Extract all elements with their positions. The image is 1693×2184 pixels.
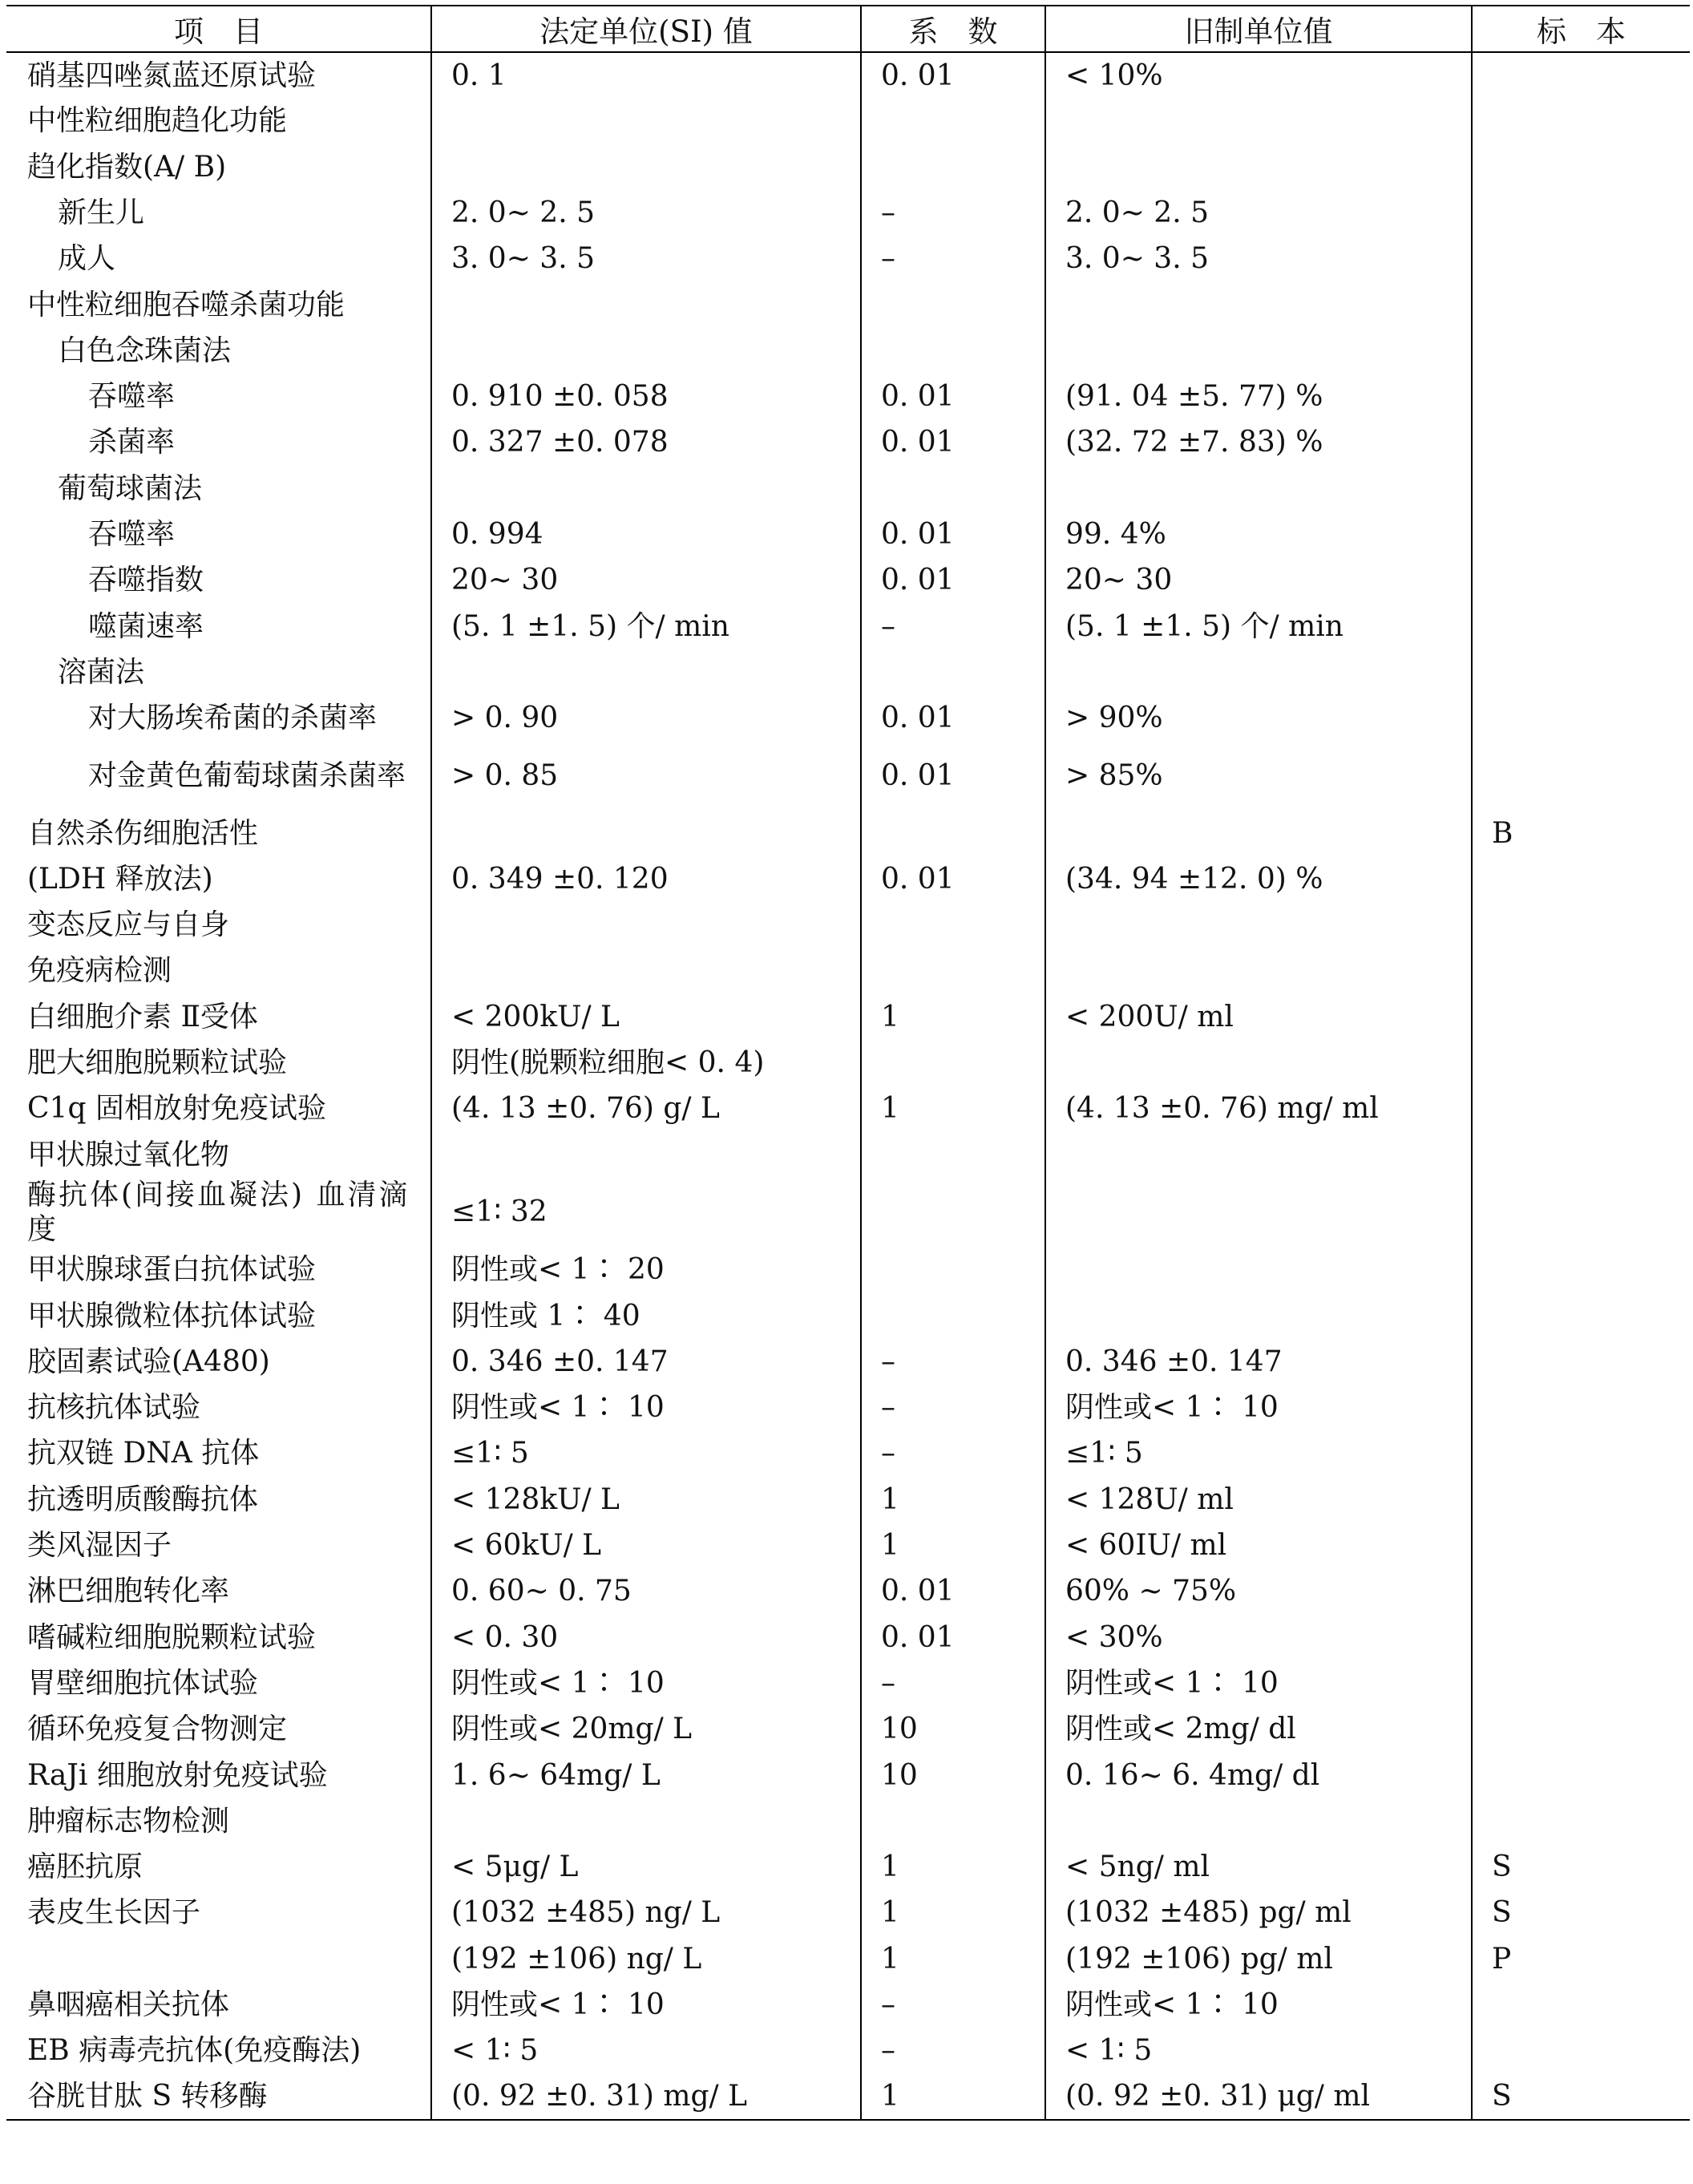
cell-si-value: 20~ 30 — [431, 557, 861, 603]
cell-si-value: 2. 0~ 2. 5 — [431, 190, 861, 236]
cell-factor: 10 — [861, 1752, 1045, 1798]
cell-factor: 1 — [861, 1890, 1045, 1935]
cell-si-value — [431, 948, 861, 993]
cell-si-value: 0. 60~ 0. 75 — [431, 1568, 861, 1614]
cell-factor: 10 — [861, 1706, 1045, 1752]
cell-specimen — [1472, 281, 1690, 327]
cell-old-unit-value: (0. 92 ±0. 31) μg/ ml — [1045, 2074, 1472, 2120]
cell-si-value: 1. 6~ 64mg/ L — [431, 1752, 861, 1798]
cell-specimen — [1472, 190, 1690, 236]
cell-specimen — [1472, 948, 1690, 993]
cell-item: 癌胚抗原 — [27, 1850, 143, 1884]
cell-item: 肥大细胞脱颗粒试验 — [27, 1045, 288, 1079]
cell-si-value — [431, 1798, 861, 1844]
cell-old-unit-value: > 90% — [1045, 695, 1472, 741]
cell-factor: – — [861, 1385, 1045, 1430]
cell-si-value — [431, 1132, 861, 1178]
cell-item: 吞噬率 — [88, 518, 176, 552]
cell-specimen — [1472, 741, 1690, 810]
cell-factor: 0. 01 — [861, 52, 1045, 98]
cell-specimen — [1472, 144, 1690, 190]
cell-specimen — [1472, 994, 1690, 1040]
table-row — [6, 144, 1690, 190]
cell-item: 成人 — [58, 242, 116, 276]
cell-item: 酶抗体(间接血凝法) 血清滴度 — [27, 1178, 410, 1247]
table-row — [6, 1430, 1690, 1476]
table-row — [6, 419, 1690, 465]
cell-specimen — [1472, 2028, 1690, 2073]
cell-si-value: 阴性或 1∶ 40 — [431, 1293, 861, 1339]
table-row — [6, 948, 1690, 993]
cell-old-unit-value: 60% ~ 75% — [1045, 1568, 1472, 1614]
cell-si-value: > 0. 85 — [431, 741, 861, 810]
cell-item: C1q 固相放射免疫试验 — [27, 1092, 326, 1126]
cell-specimen — [1472, 52, 1690, 98]
header-old-unit-value: 旧制单位值 — [1045, 6, 1472, 52]
table-row — [6, 1086, 1690, 1131]
cell-specimen — [1472, 1752, 1690, 1798]
cell-si-value: 0. 349 ±0. 120 — [431, 856, 861, 902]
cell-item: (LDH 释放法) — [27, 862, 213, 896]
table-row — [6, 466, 1690, 512]
cell-factor — [861, 98, 1045, 144]
cell-item: 免疫病检测 — [27, 954, 172, 988]
header-si-value: 法定单位(SI) 值 — [431, 6, 861, 52]
cell-factor: – — [861, 1339, 1045, 1385]
cell-item: 杀菌率 — [88, 426, 176, 459]
cell-specimen: P — [1472, 1936, 1690, 1982]
cell-si-value: < 0. 30 — [431, 1615, 861, 1660]
cell-si-value: 阴性(脱颗粒细胞< 0. 4) — [431, 1040, 861, 1086]
cell-item: 噬菌速率 — [88, 609, 204, 643]
cell-old-unit-value — [1045, 1132, 1472, 1178]
table-row — [6, 2028, 1690, 2073]
cell-factor — [861, 649, 1045, 695]
cell-si-value: (4. 13 ±0. 76) g/ L — [431, 1086, 861, 1131]
cell-factor: 0. 01 — [861, 856, 1045, 902]
cell-item: 嗜碱粒细胞脱颗粒试验 — [27, 1620, 317, 1654]
cell-factor: – — [861, 190, 1045, 236]
cell-old-unit-value: 99. 4% — [1045, 512, 1472, 557]
cell-factor — [861, 328, 1045, 374]
cell-factor: 1 — [861, 2074, 1045, 2120]
cell-old-unit-value: 阴性或< 1∶ 10 — [1045, 1660, 1472, 1706]
cell-si-value: < 1∶ 5 — [431, 2028, 861, 2073]
cell-item: 循环免疫复合物测定 — [27, 1713, 288, 1746]
table-row — [6, 2074, 1690, 2120]
cell-si-value: < 5μg/ L — [431, 1844, 861, 1890]
cell-old-unit-value: < 200U/ ml — [1045, 994, 1472, 1040]
cell-specimen — [1472, 1040, 1690, 1086]
cell-item: EB 病毒壳抗体(免疫酶法) — [27, 2034, 362, 2068]
cell-old-unit-value — [1045, 1178, 1472, 1247]
cell-si-value: 0. 1 — [431, 52, 861, 98]
table-row — [6, 1936, 1690, 1982]
cell-specimen — [1472, 902, 1690, 948]
cell-old-unit-value — [1045, 281, 1472, 327]
table-row — [6, 856, 1690, 902]
table-body — [6, 52, 1690, 2120]
cell-item: 溶菌法 — [58, 655, 145, 689]
cell-item: 表皮生长因子 — [27, 1896, 201, 1930]
table-row — [6, 1798, 1690, 1844]
cell-item: 甲状腺过氧化物 — [27, 1138, 230, 1171]
cell-si-value: (1032 ±485) ng/ L — [431, 1890, 861, 1935]
table-row — [6, 1132, 1690, 1178]
cell-item: 甲状腺微粒体抗体试验 — [27, 1299, 317, 1333]
cell-old-unit-value: < 60IU/ ml — [1045, 1523, 1472, 1568]
cell-specimen — [1472, 557, 1690, 603]
cell-factor — [861, 1798, 1045, 1844]
cell-item: 中性粒细胞趋化功能 — [27, 104, 288, 138]
cell-si-value — [431, 281, 861, 327]
cell-old-unit-value: (1032 ±485) pg/ ml — [1045, 1890, 1472, 1935]
table-row — [6, 512, 1690, 557]
cell-factor: – — [861, 1982, 1045, 2028]
cell-specimen — [1472, 1706, 1690, 1752]
table-row — [6, 52, 1690, 98]
cell-old-unit-value — [1045, 1040, 1472, 1086]
cell-factor: – — [861, 2028, 1045, 2073]
cell-old-unit-value — [1045, 649, 1472, 695]
cell-old-unit-value: (32. 72 ±7. 83) % — [1045, 419, 1472, 465]
table-row — [6, 1040, 1690, 1086]
cell-factor: 0. 01 — [861, 374, 1045, 419]
cell-old-unit-value: > 85% — [1045, 741, 1472, 810]
cell-si-value: 阴性或< 1∶ 20 — [431, 1247, 861, 1292]
cell-si-value: 0. 910 ±0. 058 — [431, 374, 861, 419]
cell-old-unit-value — [1045, 98, 1472, 144]
cell-old-unit-value — [1045, 328, 1472, 374]
table-row — [6, 810, 1690, 855]
cell-item: 谷胱甘肽 S 转移酶 — [6, 2074, 431, 2120]
cell-item — [6, 1936, 431, 1982]
table-row — [6, 695, 1690, 741]
cell-specimen — [1472, 856, 1690, 902]
cell-old-unit-value: ≤1∶ 5 — [1045, 1430, 1472, 1476]
cell-si-value: 阴性或< 1∶ 10 — [431, 1660, 861, 1706]
cell-si-value: ≤1∶ 32 — [431, 1178, 861, 1247]
cell-old-unit-value: (192 ±106) pg/ ml — [1045, 1936, 1472, 1982]
table-row — [6, 1339, 1690, 1385]
cell-specimen — [1472, 1477, 1690, 1523]
cell-specimen — [1472, 1615, 1690, 1660]
cell-si-value — [431, 466, 861, 512]
cell-factor: 1 — [861, 994, 1045, 1040]
cell-item: 变态反应与自身 — [27, 908, 230, 942]
cell-specimen — [1472, 1385, 1690, 1430]
table-row — [6, 1660, 1690, 1706]
cell-item: 白细胞介素 Ⅱ受体 — [27, 1000, 258, 1033]
cell-old-unit-value: 0. 346 ±0. 147 — [1045, 1339, 1472, 1385]
cell-specimen — [1472, 1798, 1690, 1844]
cell-factor — [861, 902, 1045, 948]
table-row — [6, 1844, 1690, 1890]
cell-factor: 0. 01 — [861, 1615, 1045, 1660]
table-row — [6, 374, 1690, 419]
cell-old-unit-value: (4. 13 ±0. 76) mg/ ml — [1045, 1086, 1472, 1131]
cell-si-value: < 128kU/ L — [431, 1477, 861, 1523]
cell-old-unit-value: < 30% — [1045, 1615, 1472, 1660]
cell-specimen — [1472, 374, 1690, 419]
header-specimen: 标 本 — [1472, 6, 1690, 52]
cell-item: 吞噬率 — [88, 380, 176, 414]
cell-item: RaJi 细胞放射免疫试验 — [27, 1758, 328, 1792]
cell-si-value — [431, 902, 861, 948]
cell-old-unit-value: (91. 04 ±5. 77) % — [1045, 374, 1472, 419]
cell-old-unit-value: 3. 0~ 3. 5 — [1045, 236, 1472, 281]
cell-item: 胃壁细胞抗体试验 — [27, 1666, 259, 1700]
cell-item: 抗透明质酸酶抗体 — [27, 1482, 259, 1516]
cell-specimen — [1472, 1523, 1690, 1568]
table-row — [6, 1982, 1690, 2028]
cell-specimen — [1472, 1982, 1690, 2028]
cell-specimen — [1472, 649, 1690, 695]
cell-old-unit-value: < 128U/ ml — [1045, 1477, 1472, 1523]
cell-old-unit-value — [1045, 1798, 1472, 1844]
cell-specimen: S — [1472, 1890, 1690, 1935]
cell-item: 胶固素试验(A480) — [27, 1345, 270, 1378]
cell-specimen — [1472, 1568, 1690, 1614]
cell-specimen — [1472, 695, 1690, 741]
table-row — [6, 649, 1690, 695]
cell-item: 新生儿 — [58, 196, 145, 229]
cell-specimen — [1472, 1086, 1690, 1131]
table-row — [6, 236, 1690, 281]
header-factor: 系 数 — [861, 6, 1045, 52]
cell-factor: 1 — [861, 1086, 1045, 1131]
cell-factor — [861, 1178, 1045, 1247]
cell-old-unit-value: 阴性或< 1∶ 10 — [1045, 1982, 1472, 2028]
cell-specimen — [1472, 1247, 1690, 1292]
cell-old-unit-value — [1045, 466, 1472, 512]
header-row — [6, 6, 1690, 52]
cell-factor: 0. 01 — [861, 741, 1045, 810]
cell-specimen — [1472, 236, 1690, 281]
cell-factor: 0. 01 — [861, 1568, 1045, 1614]
table-row — [6, 1247, 1690, 1292]
cell-old-unit-value: < 5ng/ ml — [1045, 1844, 1472, 1890]
cell-factor: – — [861, 1430, 1045, 1476]
cell-si-value: 0. 327 ±0. 078 — [431, 419, 861, 465]
cell-si-value: < 60kU/ L — [431, 1523, 861, 1568]
cell-si-value — [431, 328, 861, 374]
cell-specimen: S — [1472, 1844, 1690, 1890]
cell-si-value: (0. 92 ±0. 31) mg/ L — [431, 2074, 861, 2120]
cell-factor — [861, 810, 1045, 855]
cell-si-value: ≤1∶ 5 — [431, 1430, 861, 1476]
cell-si-value — [431, 98, 861, 144]
cell-specimen — [1472, 419, 1690, 465]
cell-item: 白色念珠菌法 — [58, 334, 232, 367]
cell-specimen — [1472, 466, 1690, 512]
table-header — [6, 6, 1690, 52]
cell-si-value: (192 ±106) ng/ L — [431, 1936, 861, 1982]
cell-specimen — [1472, 1132, 1690, 1178]
cell-specimen — [1472, 1430, 1690, 1476]
table-row — [6, 604, 1690, 649]
cell-factor: 0. 01 — [861, 512, 1045, 557]
cell-factor: 0. 01 — [861, 419, 1045, 465]
cell-factor: 0. 01 — [861, 695, 1045, 741]
table-row — [6, 98, 1690, 144]
table-row — [6, 281, 1690, 327]
cell-factor: 0. 01 — [861, 557, 1045, 603]
cell-item: 类风湿因子 — [27, 1529, 172, 1563]
table-row — [6, 1293, 1690, 1339]
cell-si-value: 阴性或< 1∶ 10 — [431, 1982, 861, 2028]
cell-old-unit-value: (5. 1 ±1. 5) 个/ min — [1045, 604, 1472, 649]
cell-specimen: S — [1472, 2074, 1690, 2120]
reference-values-table — [6, 5, 1690, 2121]
cell-si-value: > 0. 90 — [431, 695, 861, 741]
table-row — [6, 190, 1690, 236]
table-row — [6, 1890, 1690, 1935]
cell-item: 吞噬指数 — [88, 564, 204, 597]
table-row — [6, 994, 1690, 1040]
cell-factor: – — [861, 236, 1045, 281]
cell-specimen — [1472, 1178, 1690, 1247]
table-row — [6, 1385, 1690, 1430]
cell-si-value: < 200kU/ L — [431, 994, 861, 1040]
cell-item: 中性粒细胞吞噬杀菌功能 — [27, 288, 345, 322]
cell-item: 硝基四唑氮蓝还原试验 — [27, 59, 317, 92]
cell-si-value: 3. 0~ 3. 5 — [431, 236, 861, 281]
table-row — [6, 1615, 1690, 1660]
cell-specimen — [1472, 512, 1690, 557]
cell-si-value — [431, 144, 861, 190]
table-row — [6, 1178, 1690, 1247]
header-item: 项 目 — [6, 6, 431, 52]
cell-factor: 1 — [861, 1844, 1045, 1890]
cell-old-unit-value — [1045, 810, 1472, 855]
cell-item: 自然杀伤细胞活性 — [27, 816, 259, 850]
cell-factor — [861, 1132, 1045, 1178]
cell-old-unit-value: 阴性或< 1∶ 10 — [1045, 1385, 1472, 1430]
cell-factor — [861, 1247, 1045, 1292]
cell-specimen — [1472, 1293, 1690, 1339]
cell-factor: 1 — [861, 1936, 1045, 1982]
cell-item: 趋化指数(A/ B) — [27, 150, 227, 184]
cell-factor — [861, 466, 1045, 512]
cell-si-value — [431, 649, 861, 695]
cell-item: 鼻咽癌相关抗体 — [27, 1988, 230, 2021]
cell-old-unit-value — [1045, 948, 1472, 993]
cell-old-unit-value — [1045, 902, 1472, 948]
cell-old-unit-value — [1045, 144, 1472, 190]
cell-specimen: B — [1472, 810, 1690, 855]
cell-specimen — [1472, 1660, 1690, 1706]
cell-item: 抗核抗体试验 — [27, 1391, 201, 1425]
table-row — [6, 902, 1690, 948]
cell-si-value: (5. 1 ±1. 5) 个/ min — [431, 604, 861, 649]
cell-item: 甲状腺球蛋白抗体试验 — [27, 1253, 317, 1287]
cell-specimen — [1472, 1339, 1690, 1385]
cell-specimen — [1472, 604, 1690, 649]
cell-si-value: 0. 346 ±0. 147 — [431, 1339, 861, 1385]
cell-factor: 1 — [861, 1477, 1045, 1523]
cell-factor — [861, 144, 1045, 190]
cell-old-unit-value: 0. 16~ 6. 4mg/ dl — [1045, 1752, 1472, 1798]
cell-old-unit-value: < 10% — [1045, 52, 1472, 98]
cell-old-unit-value — [1045, 1247, 1472, 1292]
cell-old-unit-value: (34. 94 ±12. 0) % — [1045, 856, 1472, 902]
table-row — [6, 1477, 1690, 1523]
cell-item: 对大肠埃希菌的杀菌率 — [88, 702, 378, 735]
cell-item: 抗双链 DNA 抗体 — [27, 1437, 260, 1470]
cell-item: 葡萄球菌法 — [58, 471, 203, 505]
table-row — [6, 1568, 1690, 1614]
table-row — [6, 557, 1690, 603]
cell-factor — [861, 948, 1045, 993]
table-row — [6, 328, 1690, 374]
cell-si-value: 0. 994 — [431, 512, 861, 557]
cell-item: 肿瘤标志物检测 — [27, 1804, 230, 1838]
table-row — [6, 1706, 1690, 1752]
cell-si-value: 阴性或< 20mg/ L — [431, 1706, 861, 1752]
cell-factor — [861, 1293, 1045, 1339]
cell-old-unit-value — [1045, 1293, 1472, 1339]
cell-factor — [861, 1040, 1045, 1086]
cell-factor: 1 — [861, 1523, 1045, 1568]
cell-si-value — [431, 810, 861, 855]
table-row — [6, 741, 1690, 810]
cell-specimen — [1472, 98, 1690, 144]
table-row — [6, 1752, 1690, 1798]
cell-old-unit-value: 20~ 30 — [1045, 557, 1472, 603]
cell-old-unit-value: < 1∶ 5 — [1045, 2028, 1472, 2073]
cell-specimen — [1472, 328, 1690, 374]
cell-factor: – — [861, 604, 1045, 649]
cell-si-value: 阴性或< 1∶ 10 — [431, 1385, 861, 1430]
cell-old-unit-value: 2. 0~ 2. 5 — [1045, 190, 1472, 236]
cell-factor — [861, 281, 1045, 327]
cell-factor: – — [861, 1660, 1045, 1706]
table-row — [6, 1523, 1690, 1568]
cell-old-unit-value: 阴性或< 2mg/ dl — [1045, 1706, 1472, 1752]
cell-item: 淋巴细胞转化率 — [27, 1575, 230, 1608]
cell-item: 对金黄色葡萄球菌杀菌率 — [88, 758, 406, 792]
